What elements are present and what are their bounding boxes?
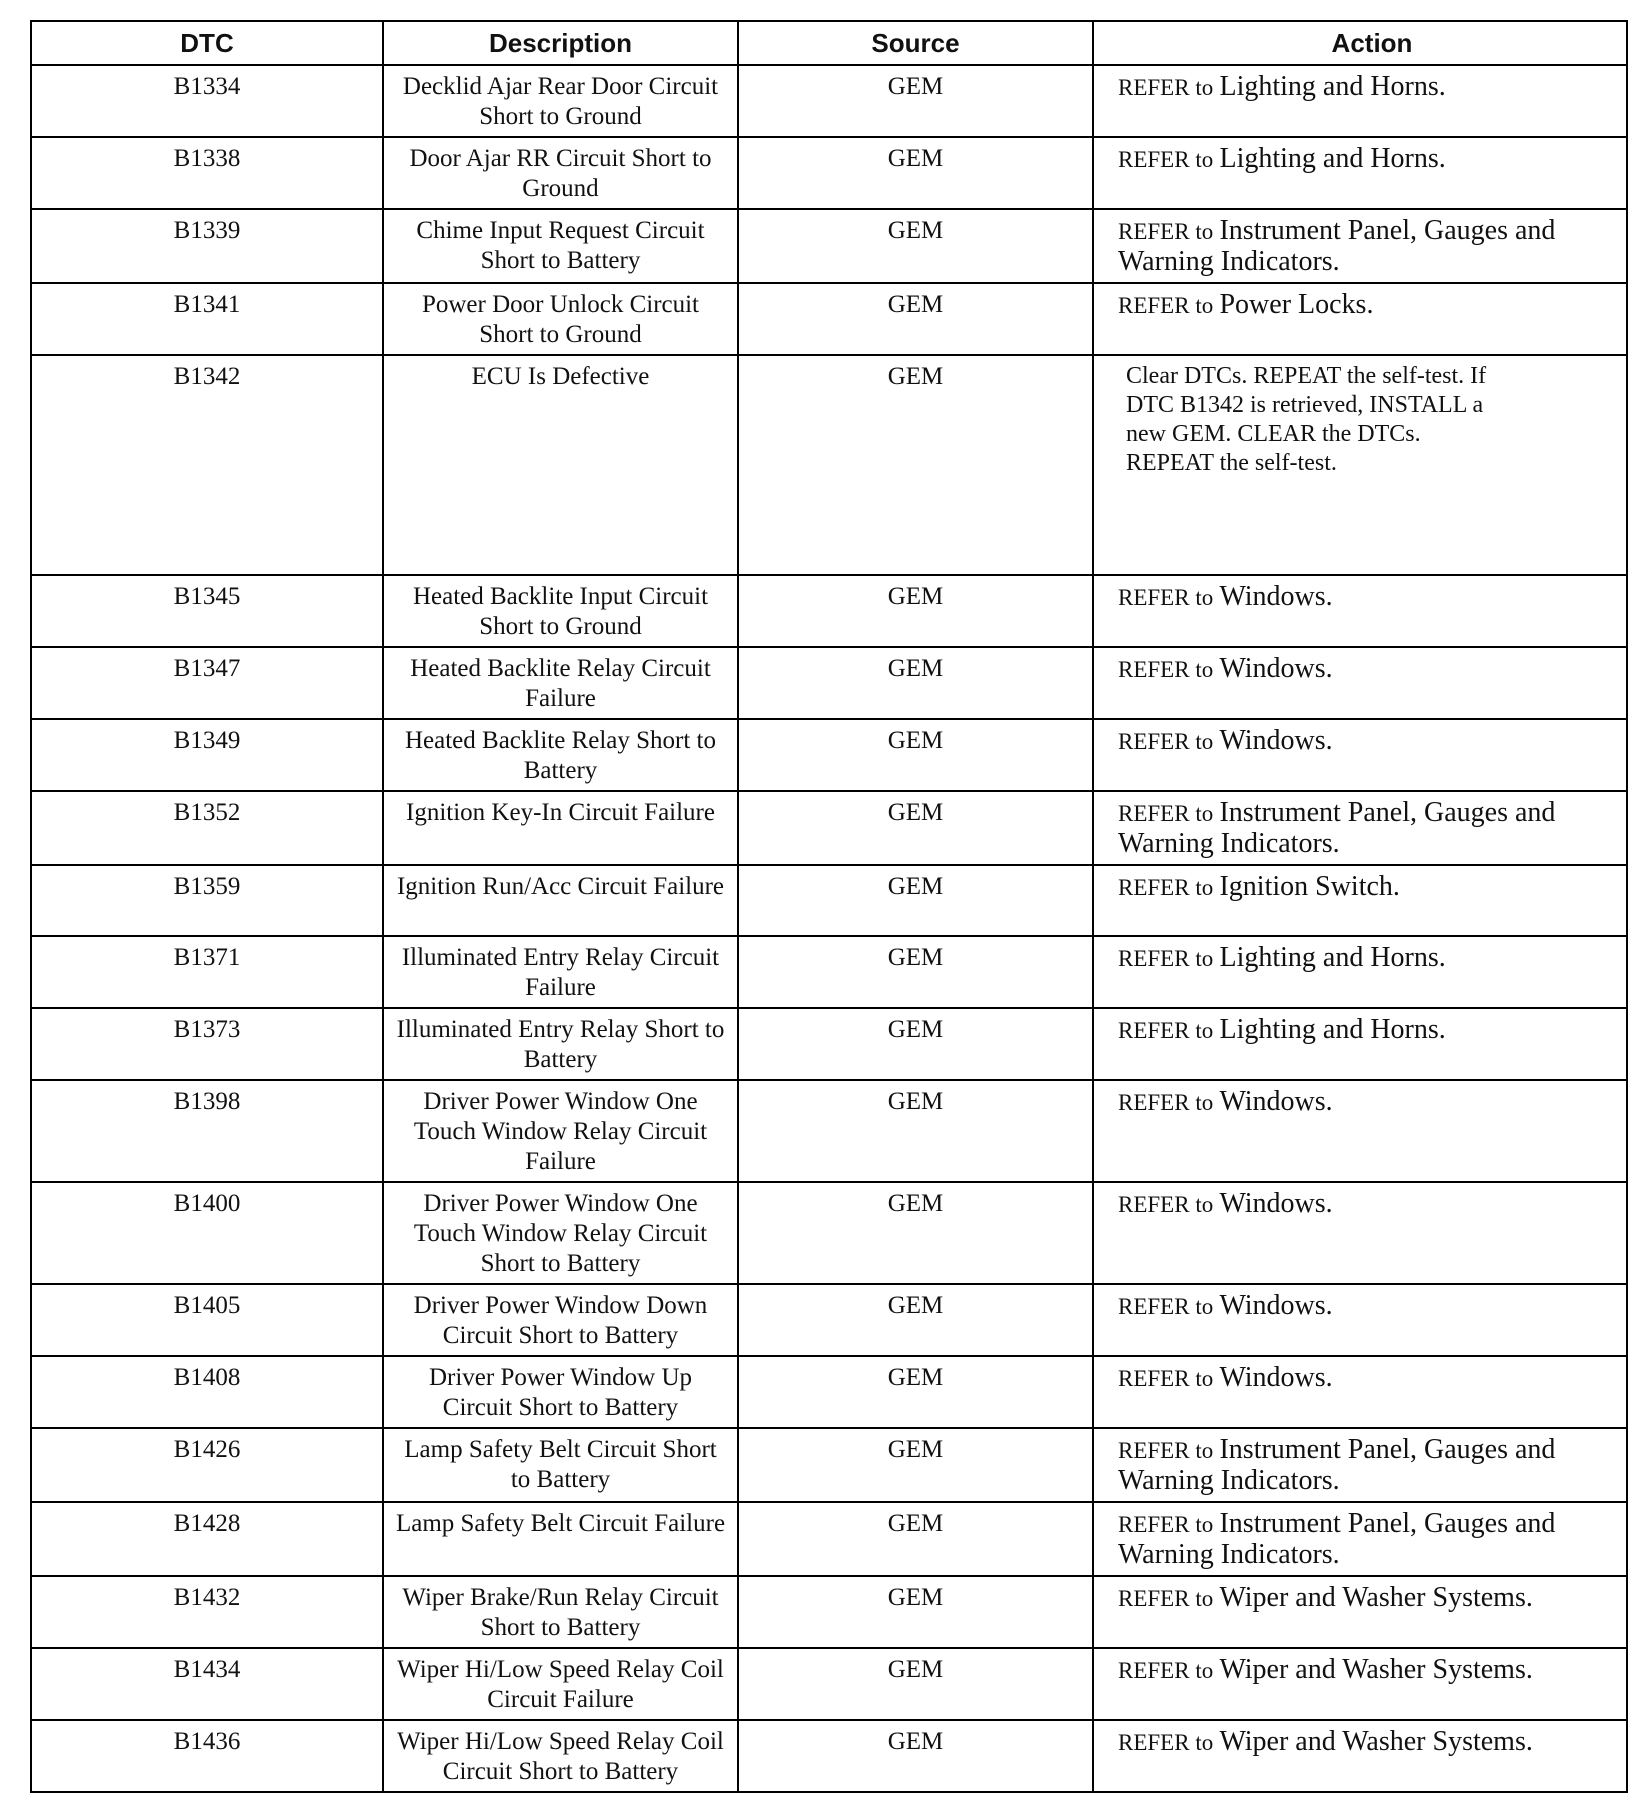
action-cell [1093, 1080, 1627, 1182]
table-row [31, 1182, 1627, 1284]
action-lead: REFER to [1118, 147, 1214, 172]
header-description: Description [383, 21, 738, 65]
description-cell: Driver Power Window Up Circuit Short to Battery [383, 1356, 738, 1428]
action-target: Windows. [1219, 1086, 1333, 1117]
dtc-cell: B1338 [31, 137, 383, 209]
source-cell: GEM [738, 719, 1093, 791]
action-target: Instrument Panel, Gauges and Warning Indicators. [1118, 1434, 1556, 1496]
source-cell: GEM [738, 1502, 1093, 1576]
source-cell: GEM [738, 137, 1093, 209]
source-cell: GEM [738, 1720, 1093, 1792]
table-body [31, 65, 1627, 1792]
action-target: Instrument Panel, Gauges and Warning Indicators. [1118, 797, 1556, 859]
source-cell: GEM [738, 936, 1093, 1008]
table-row [31, 647, 1627, 719]
dtc-cell: B1405 [31, 1284, 383, 1356]
action-target: Windows. [1219, 725, 1333, 756]
source-cell: GEM [738, 1284, 1093, 1356]
source-cell: GEM [738, 1182, 1093, 1284]
header-source: Source [738, 21, 1093, 65]
action-target: Lighting and Horns. [1219, 1014, 1446, 1045]
action-lead: REFER to [1118, 946, 1214, 971]
action-cell [1093, 865, 1627, 936]
action-cell [1093, 791, 1627, 865]
source-cell: GEM [738, 1648, 1093, 1720]
description-cell: Wiper Hi/Low Speed Relay Coil Circuit Failure [383, 1648, 738, 1720]
action-cell [1093, 575, 1627, 647]
action-target: Wiper and Washer Systems. [1219, 1726, 1533, 1757]
description-cell: Illuminated Entry Relay Short to Battery [383, 1008, 738, 1080]
description-cell: Door Ajar RR Circuit Short to Ground [383, 137, 738, 209]
action-cell [1093, 1284, 1627, 1356]
dtc-table [30, 20, 1628, 1793]
dtc-cell: B1436 [31, 1720, 383, 1792]
dtc-cell: B1345 [31, 575, 383, 647]
dtc-cell: B1428 [31, 1502, 383, 1576]
action-lead: REFER to [1118, 729, 1214, 754]
description-cell: Heated Backlite Relay Circuit Failure [383, 647, 738, 719]
action-cell [1093, 1008, 1627, 1080]
action-lead: REFER to [1118, 75, 1214, 100]
source-cell: GEM [738, 1428, 1093, 1502]
action-target: Windows. [1219, 581, 1333, 612]
header-row [31, 21, 1627, 65]
action-target: Instrument Panel, Gauges and Warning Indicators. [1118, 1508, 1556, 1570]
action-cell [1093, 65, 1627, 137]
description-cell: Wiper Brake/Run Relay Circuit Short to Battery [383, 1576, 738, 1648]
description-cell: Heated Backlite Input Circuit Short to Ground [383, 575, 738, 647]
source-cell: GEM [738, 65, 1093, 137]
description-cell: Decklid Ajar Rear Door Circuit Short to Ground [383, 65, 738, 137]
source-cell: GEM [738, 209, 1093, 283]
table-row [31, 283, 1627, 355]
description-cell: Lamp Safety Belt Circuit Failure [383, 1502, 738, 1576]
action-target: Wiper and Washer Systems. [1219, 1582, 1533, 1613]
table-row [31, 1080, 1627, 1182]
source-cell: GEM [738, 283, 1093, 355]
header-dtc: DTC [31, 21, 383, 65]
dtc-cell: B1398 [31, 1080, 383, 1182]
description-cell: Driver Power Window One Touch Window Relay Circuit Failure [383, 1080, 738, 1182]
action-lead: REFER to [1118, 1090, 1214, 1115]
description-cell: Power Door Unlock Circuit Short to Ground [383, 283, 738, 355]
action-cell [1093, 1182, 1627, 1284]
source-cell: GEM [738, 575, 1093, 647]
action-lead: REFER to [1118, 1730, 1214, 1755]
action-cell [1093, 1720, 1627, 1792]
action-cell [1093, 1576, 1627, 1648]
action-lead: REFER to [1118, 801, 1214, 826]
action-lead: REFER to [1118, 1192, 1214, 1217]
table-row [31, 1356, 1627, 1428]
action-target: Instrument Panel, Gauges and Warning Indicators. [1118, 215, 1556, 277]
table-row [31, 209, 1627, 283]
action-cell [1093, 355, 1627, 575]
source-cell: GEM [738, 865, 1093, 936]
action-cell [1093, 1502, 1627, 1576]
action-cell [1093, 209, 1627, 283]
description-cell: Wiper Hi/Low Speed Relay Coil Circuit Short to Battery [383, 1720, 738, 1792]
table-header [31, 21, 1627, 65]
table-row [31, 1502, 1627, 1576]
action-lead: REFER to [1118, 1658, 1214, 1683]
action-cell [1093, 1648, 1627, 1720]
table-row [31, 1008, 1627, 1080]
table-row [31, 575, 1627, 647]
dtc-cell: B1352 [31, 791, 383, 865]
action-lead: REFER to [1118, 1512, 1214, 1537]
action-target: Wiper and Washer Systems. [1219, 1654, 1533, 1685]
action-lead: REFER to [1118, 1438, 1214, 1463]
source-cell: GEM [738, 1080, 1093, 1182]
dtc-cell: B1400 [31, 1182, 383, 1284]
description-cell: Chime Input Request Circuit Short to Battery [383, 209, 738, 283]
table-row [31, 719, 1627, 791]
dtc-cell: B1371 [31, 936, 383, 1008]
source-cell: GEM [738, 1356, 1093, 1428]
dtc-cell: B1408 [31, 1356, 383, 1428]
table-row [31, 865, 1627, 936]
action-lead: REFER to [1118, 657, 1214, 682]
action-target: Lighting and Horns. [1219, 942, 1446, 973]
action-target: Windows. [1219, 1188, 1333, 1219]
action-target: Lighting and Horns. [1219, 143, 1446, 174]
action-lead: REFER to [1118, 1294, 1214, 1319]
action-lead: REFER to [1118, 293, 1214, 318]
table-row [31, 1284, 1627, 1356]
description-cell: Lamp Safety Belt Circuit Short to Battery [383, 1428, 738, 1502]
description-cell: Heated Backlite Relay Short to Battery [383, 719, 738, 791]
table-row [31, 1428, 1627, 1502]
action-target: Windows. [1219, 1290, 1333, 1321]
dtc-cell: B1334 [31, 65, 383, 137]
table-row [31, 137, 1627, 209]
action-cell [1093, 283, 1627, 355]
dtc-cell: B1432 [31, 1576, 383, 1648]
action-target: Power Locks. [1219, 289, 1374, 320]
action-target: Windows. [1219, 1362, 1333, 1393]
action-lead: REFER to [1118, 1366, 1214, 1391]
source-cell: GEM [738, 647, 1093, 719]
table-row [31, 791, 1627, 865]
action-cell [1093, 1428, 1627, 1502]
table-row [31, 355, 1627, 575]
action-lead: REFER to [1118, 1018, 1214, 1043]
source-cell: GEM [738, 355, 1093, 575]
table-row [31, 1576, 1627, 1648]
action-lead: REFER to [1118, 219, 1214, 244]
description-cell: Illuminated Entry Relay Circuit Failure [383, 936, 738, 1008]
description-cell: ECU Is Defective [383, 355, 738, 575]
action-target: Ignition Switch. [1219, 871, 1400, 902]
action-lead: REFER to [1118, 1586, 1214, 1611]
header-action: Action [1093, 21, 1627, 65]
table-row [31, 65, 1627, 137]
table-row [31, 1648, 1627, 1720]
source-cell: GEM [738, 1008, 1093, 1080]
dtc-cell: B1347 [31, 647, 383, 719]
dtc-cell: B1342 [31, 355, 383, 575]
source-cell: GEM [738, 1576, 1093, 1648]
action-lead: REFER to [1118, 875, 1214, 900]
description-cell: Ignition Run/Acc Circuit Failure [383, 865, 738, 936]
action-lead: REFER to [1118, 585, 1214, 610]
description-cell: Driver Power Window Down Circuit Short to Battery [383, 1284, 738, 1356]
description-cell: Driver Power Window One Touch Window Relay Circuit Short to Battery [383, 1182, 738, 1284]
dtc-cell: B1359 [31, 865, 383, 936]
dtc-cell: B1434 [31, 1648, 383, 1720]
action-note: Clear DTCs. REPEAT the self-test. If DTC B1342 is retrieved, INSTALL a new GEM. CLEAR the DTCs. REPEAT the self-test. [1126, 363, 1487, 476]
dtc-cell: B1373 [31, 1008, 383, 1080]
table-row [31, 1720, 1627, 1792]
action-cell [1093, 719, 1627, 791]
dtc-cell: B1339 [31, 209, 383, 283]
action-cell [1093, 647, 1627, 719]
dtc-cell: B1341 [31, 283, 383, 355]
dtc-cell: B1426 [31, 1428, 383, 1502]
source-cell: GEM [738, 791, 1093, 865]
action-target: Lighting and Horns. [1219, 71, 1446, 102]
action-cell [1093, 1356, 1627, 1428]
action-cell [1093, 137, 1627, 209]
table-row [31, 936, 1627, 1008]
action-cell [1093, 936, 1627, 1008]
description-cell: Ignition Key-In Circuit Failure [383, 791, 738, 865]
dtc-cell: B1349 [31, 719, 383, 791]
action-target: Windows. [1219, 653, 1333, 684]
